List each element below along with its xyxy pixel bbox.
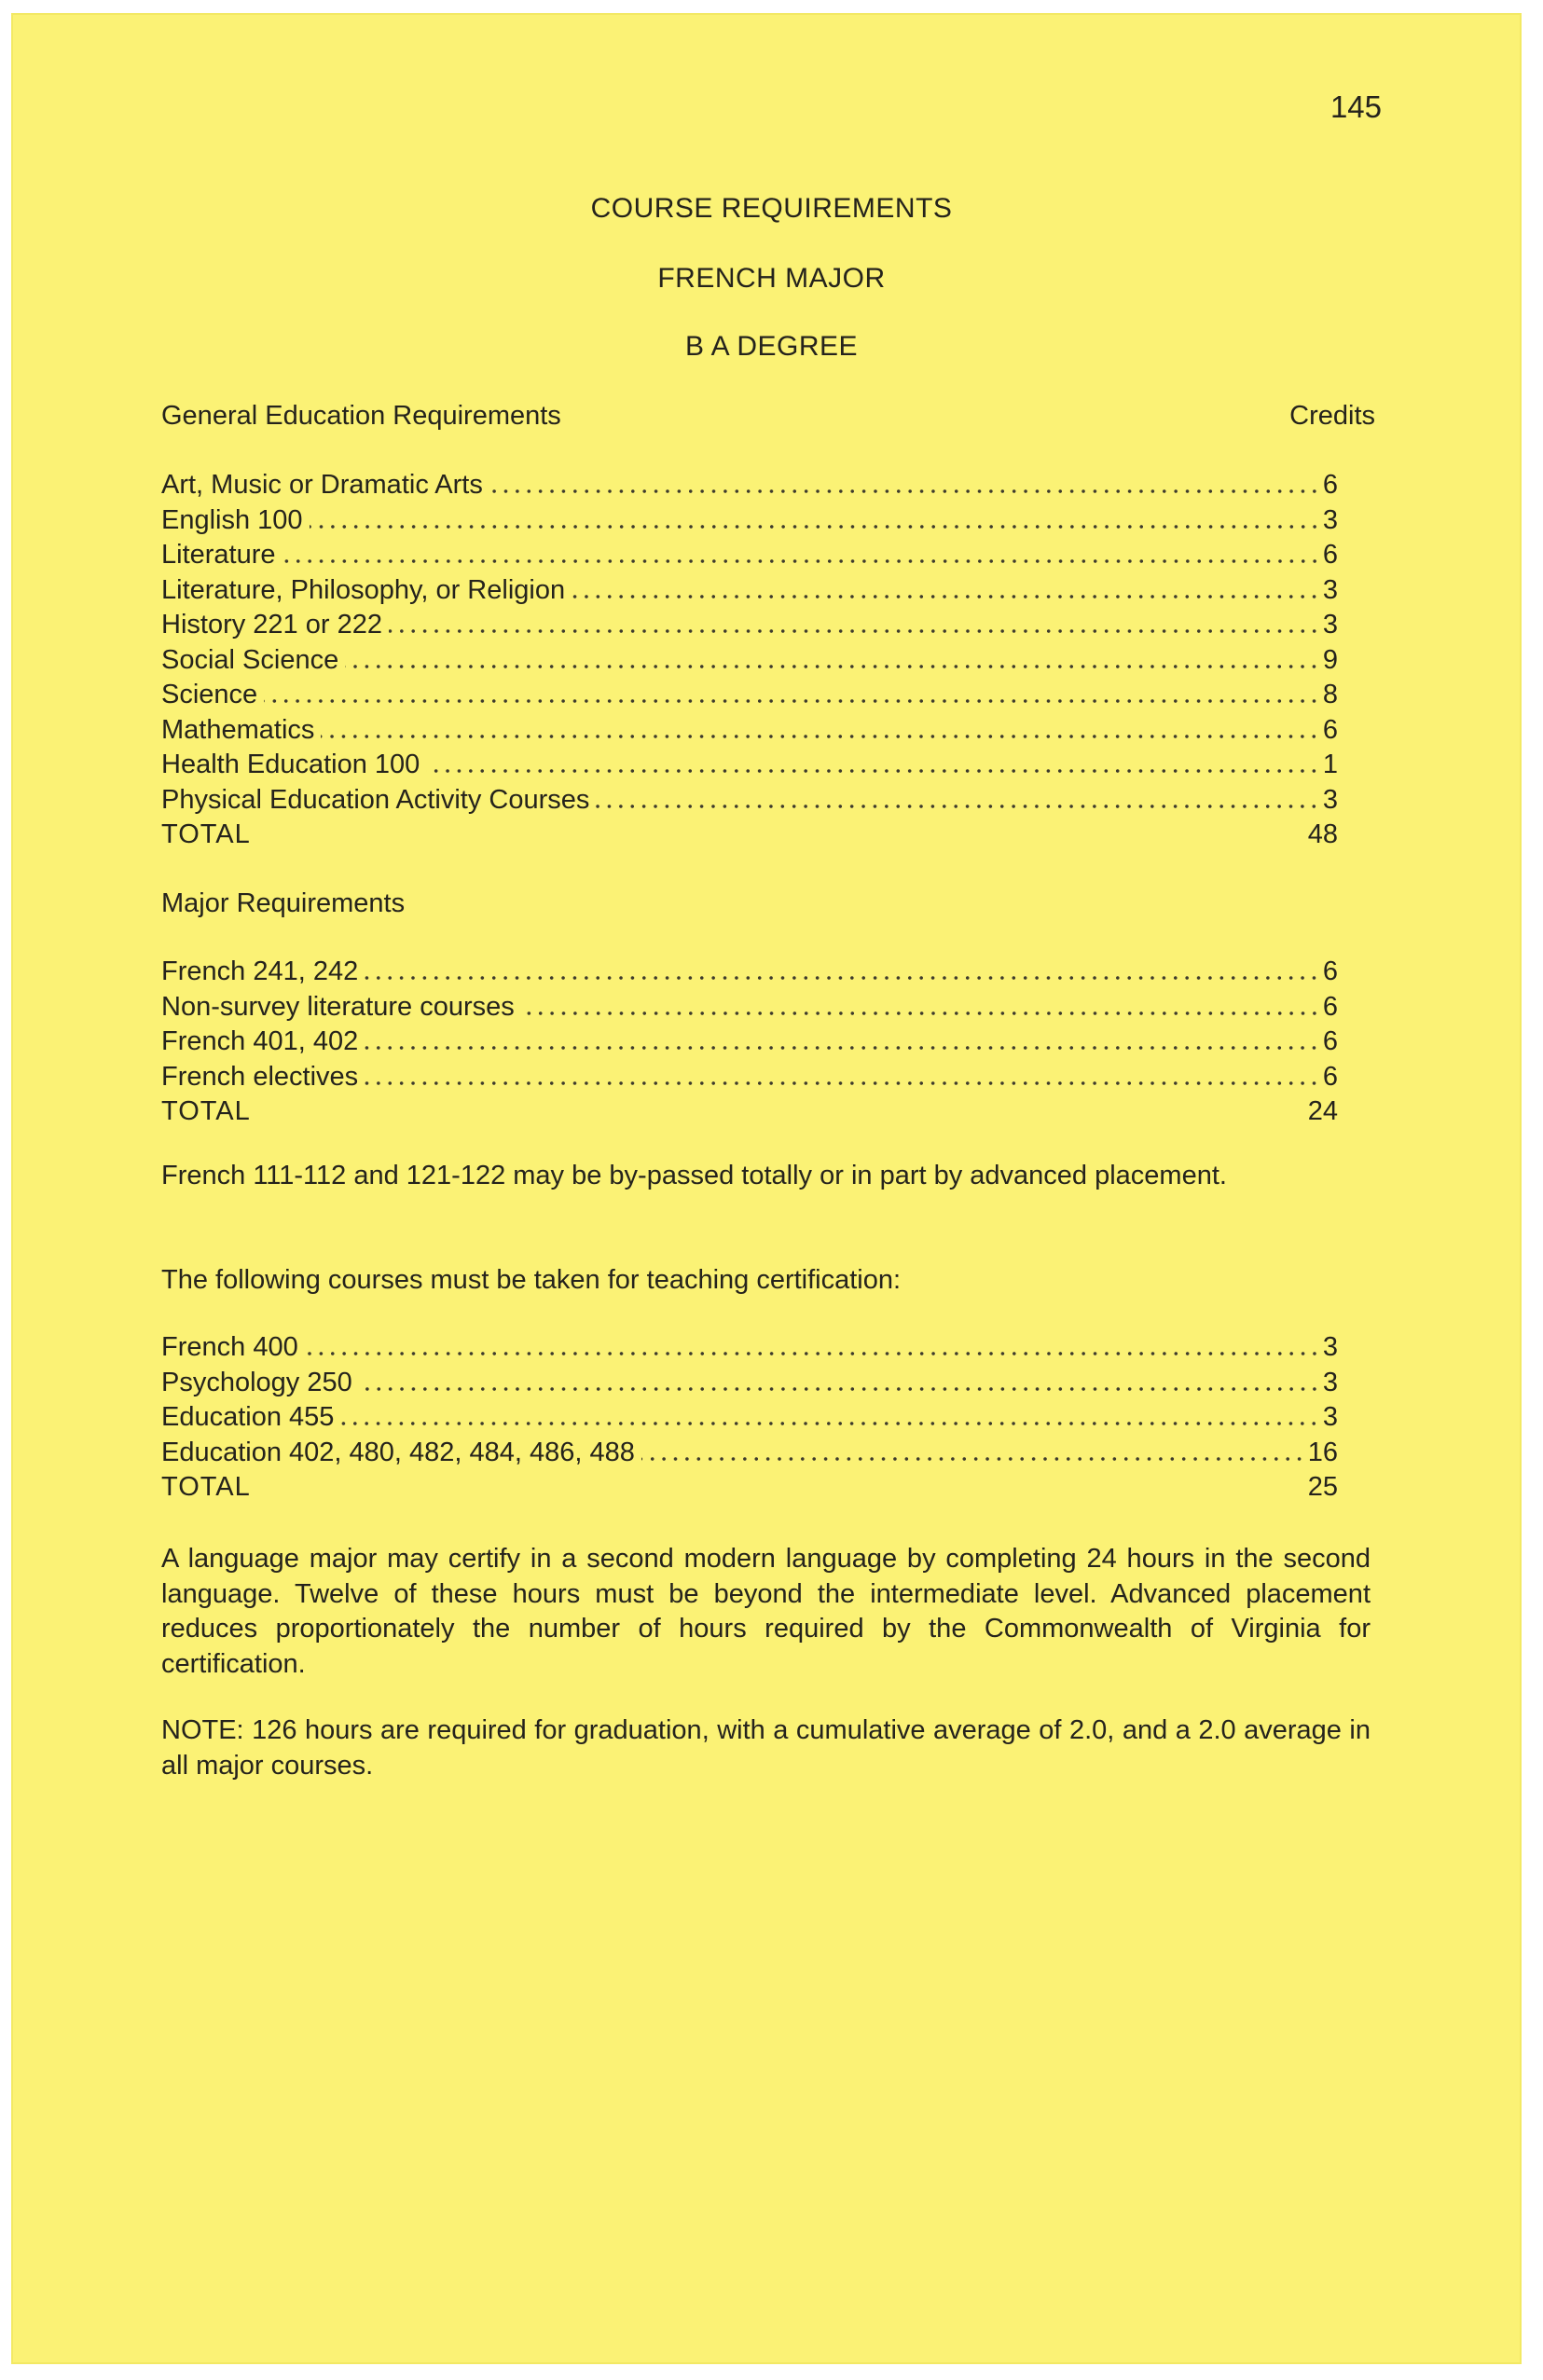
dot-leader: [572, 595, 1320, 598]
credit-value: 6: [1322, 1061, 1338, 1092]
advanced-placement-note: French 111-112 and 121-122 may be by-passed totally or in part by advanced placement.: [161, 1161, 1227, 1190]
credit-value: 6: [1322, 714, 1338, 745]
course-label: History 221 or 222: [161, 610, 382, 640]
credit-value: 9: [1322, 644, 1338, 675]
list-item: [161, 990, 1338, 1025]
page-number: 145: [1329, 89, 1382, 124]
credits-heading: Credits: [1289, 401, 1375, 431]
course-label: French 241, 242: [161, 956, 359, 986]
dot-leader: [305, 1352, 1320, 1355]
total-row: [161, 1470, 1338, 1506]
credit-value: 1: [1322, 750, 1338, 779]
certification-list: [161, 1330, 1338, 1506]
course-label: French 401, 402: [161, 1026, 359, 1056]
course-label: Education 402, 480, 482, 484, 486, 488: [161, 1437, 635, 1467]
credit-value: 3: [1322, 1332, 1338, 1362]
dot-leader: [489, 489, 1320, 493]
list-item: [161, 1436, 1338, 1471]
graduation-note: NOTE: 126 hours are required for graduation, with a cumulative average of 2.0, and a 2.0 average in all major courses.: [161, 1715, 1371, 1781]
dot-leader: [345, 665, 1320, 668]
dot-leader: [365, 1046, 1320, 1050]
list-item: [161, 783, 1338, 819]
course-label: Health Education 100: [161, 750, 420, 779]
dot-leader: [521, 1011, 1320, 1015]
dot-leader: [641, 1457, 1305, 1461]
credit-value: 3: [1322, 504, 1338, 535]
dot-leader: [426, 769, 1320, 773]
course-label: Mathematics: [161, 714, 315, 745]
degree-heading: B A DEGREE: [684, 331, 859, 362]
course-label: Non-survey literature courses: [161, 991, 515, 1022]
course-label: French 400: [161, 1332, 298, 1362]
list-item: [161, 643, 1338, 679]
list-item: [161, 678, 1338, 713]
list-item: [161, 1025, 1338, 1060]
credit-value: 6: [1322, 956, 1338, 986]
course-label: Physical Education Activity Courses: [161, 784, 590, 815]
list-item: [161, 1366, 1338, 1401]
credit-value: 3: [1322, 1402, 1338, 1432]
credit-value: 6: [1322, 991, 1338, 1022]
dot-leader: [365, 976, 1320, 980]
credit-value: 6: [1322, 540, 1338, 570]
total-label: TOTAL: [161, 1472, 251, 1502]
total-value: 24: [1307, 1096, 1338, 1126]
course-label: Science: [161, 680, 258, 709]
credit-value: 3: [1322, 784, 1338, 815]
total-label: TOTAL: [161, 1096, 251, 1126]
list-item: [161, 538, 1338, 573]
credit-value: 3: [1322, 1367, 1338, 1397]
course-label: French electives: [161, 1061, 359, 1092]
major-requirements-list: [161, 955, 1338, 1130]
dot-leader: [365, 1081, 1320, 1085]
list-item: [161, 1330, 1338, 1366]
credit-value: 3: [1322, 574, 1338, 605]
dot-leader: [596, 805, 1319, 808]
credit-value: 16: [1307, 1437, 1338, 1467]
credit-value: 8: [1322, 680, 1338, 709]
total-row: [161, 1094, 1338, 1130]
page-title: COURSE REQUIREMENTS: [590, 193, 953, 224]
course-label: Literature: [161, 540, 276, 570]
list-item: [161, 503, 1338, 539]
list-item: [161, 1060, 1338, 1095]
general-education-heading: General Education Requirements: [161, 401, 561, 431]
certification-intro: The following courses must be taken for teaching certification:: [161, 1265, 902, 1295]
total-row: [161, 818, 1338, 853]
dot-leader: [264, 699, 1320, 703]
course-label: English 100: [161, 504, 303, 535]
dot-leader: [282, 559, 1320, 563]
course-label: Psychology 250: [161, 1367, 352, 1397]
credit-value: 6: [1322, 470, 1338, 500]
dot-leader: [310, 525, 1320, 529]
dot-leader: [340, 1422, 1319, 1425]
list-item: [161, 608, 1338, 643]
major-heading: FRENCH MAJOR: [657, 263, 886, 294]
total-label: TOTAL: [161, 819, 251, 849]
course-label: Literature, Philosophy, or Religion: [161, 574, 566, 605]
list-item: [161, 713, 1338, 749]
second-language-note: A language major may certify in a second modern language by completing 24 hours in the second language. Twelve of these hours must be beyond the intermediate level. Advanced placement reduces proportionately the number of hours required by the Commonwealth of Virginia for certification.: [161, 1544, 1371, 1679]
credit-value: 3: [1322, 610, 1338, 640]
list-item: [161, 748, 1338, 783]
dot-leader: [321, 735, 1319, 738]
list-item: [161, 573, 1338, 609]
major-requirements-heading: Major Requirements: [161, 888, 406, 918]
total-value: 48: [1307, 819, 1338, 849]
total-value: 25: [1307, 1472, 1338, 1502]
list-item: [161, 468, 1338, 503]
list-item: [161, 955, 1338, 990]
course-label: Education 455: [161, 1402, 335, 1432]
course-label: Art, Music or Dramatic Arts: [161, 470, 483, 500]
list-item: [161, 1400, 1338, 1436]
dot-leader: [359, 1387, 1320, 1391]
credit-value: 6: [1322, 1026, 1338, 1056]
general-education-list: [161, 468, 1338, 853]
course-label: Social Science: [161, 644, 339, 675]
dot-leader: [389, 629, 1320, 633]
